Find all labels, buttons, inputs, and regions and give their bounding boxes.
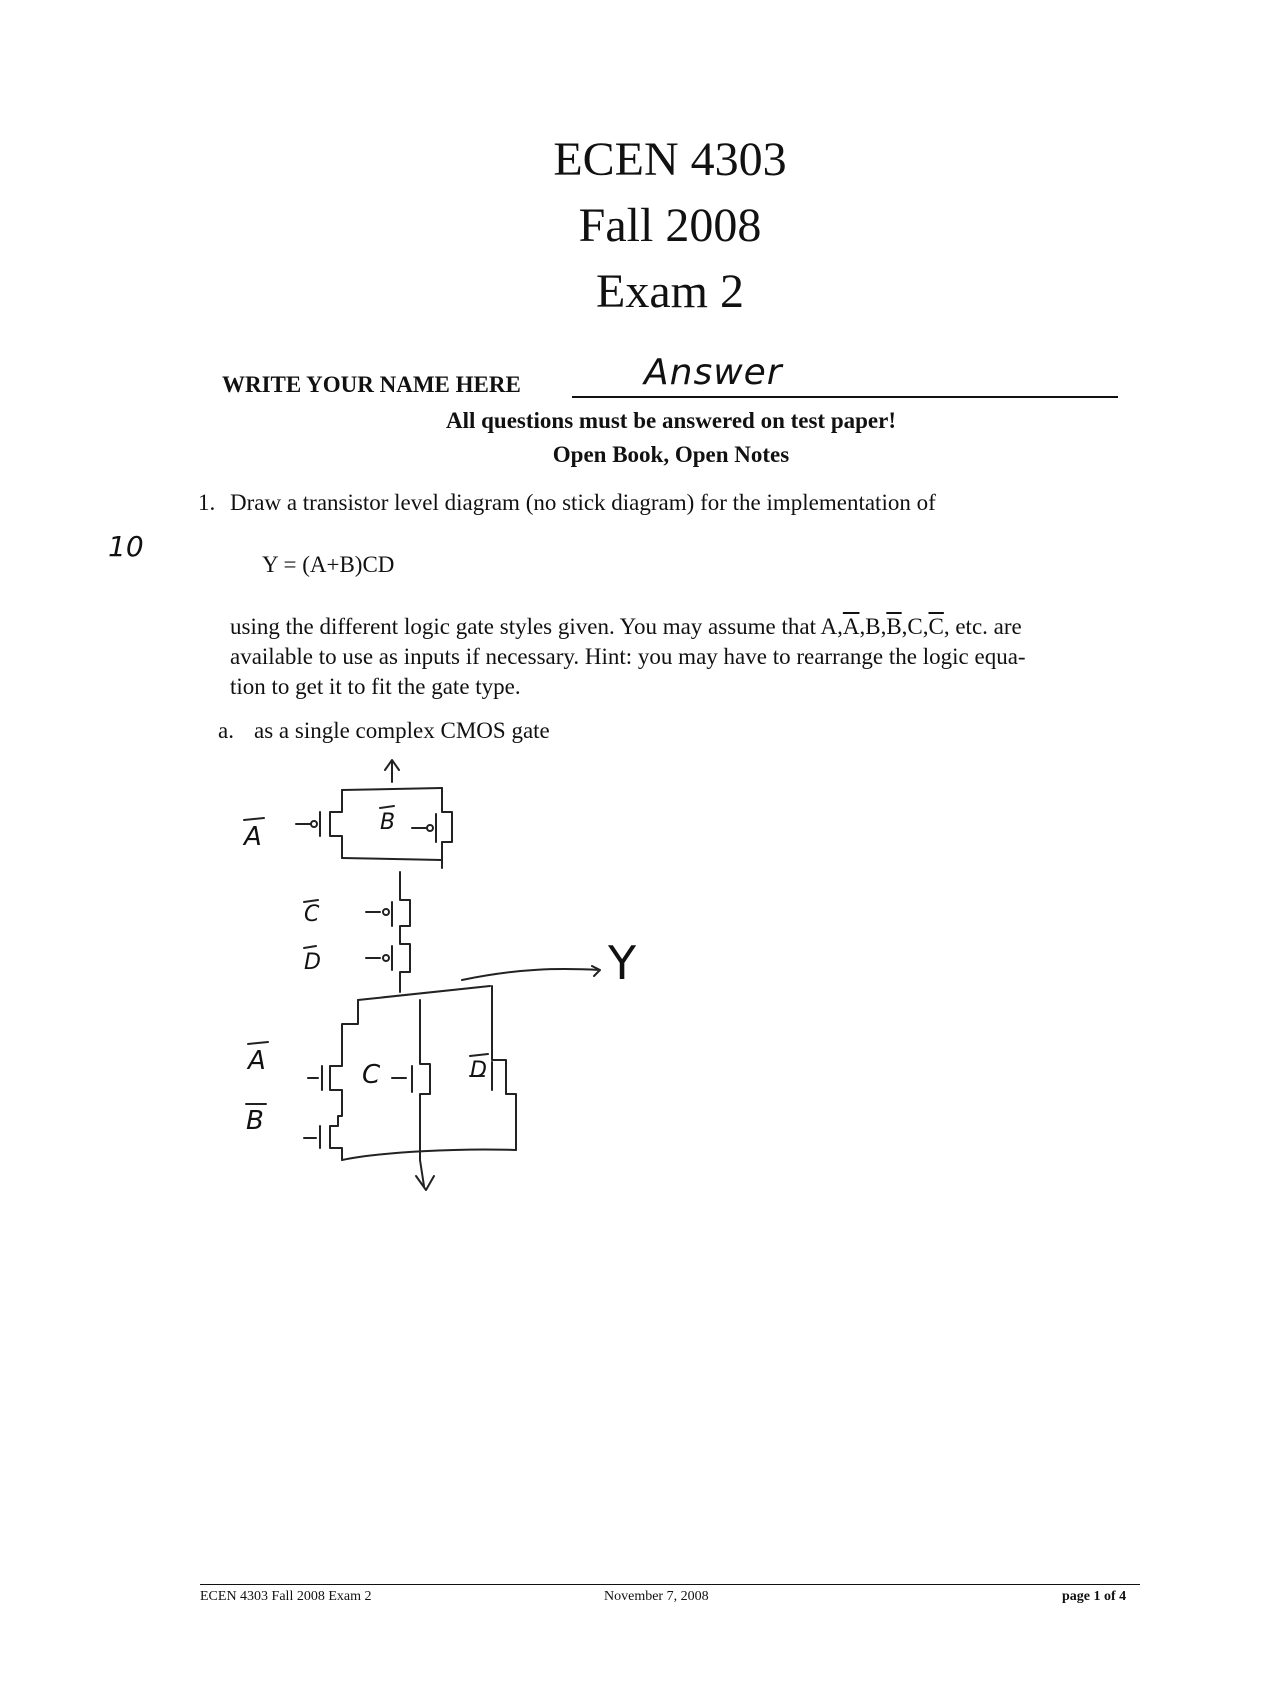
footer-center: November 7, 2008 xyxy=(604,1589,709,1604)
var-a: A xyxy=(820,614,838,639)
var-c-bar: $\overline{C}$ xyxy=(928,614,944,639)
question-prompt: Draw a transistor level diagram (no stick diagram) for the implementation of xyxy=(230,490,936,515)
var-b-bar: $\overline{B}$ xyxy=(886,614,902,639)
footer-rule xyxy=(200,1584,1140,1585)
exam-title: Exam 2 xyxy=(596,265,744,318)
instruction-line-1: All questions must be answered on test paper! xyxy=(445,408,897,433)
pulldown-label-d: D xyxy=(470,1058,487,1083)
pullup-label-c: C xyxy=(304,902,320,927)
name-answer[interactable]: Answer xyxy=(644,352,783,393)
var-a-bar: $\overline{A}$ xyxy=(842,614,860,639)
question-body-line-1: using the different logic gate styles given. You may assume that $A,\overline{A},B,\overline{B},C,\overline{C}$, etc. are xyxy=(230,614,1022,639)
ground-symbol xyxy=(416,1160,434,1190)
pullup-label-b: B xyxy=(380,810,396,835)
output-label-y: Y xyxy=(608,936,637,990)
instruction-line-2: Open Book, Open Notes xyxy=(552,442,790,467)
course-title: ECEN 4303 xyxy=(553,133,787,186)
name-label: WRITE YOUR NAME HERE xyxy=(222,372,521,397)
pulldown-label-a: A xyxy=(248,1046,266,1076)
var-b: B xyxy=(865,614,881,639)
pulldown-label-c: C xyxy=(362,1060,381,1090)
vdd-arrow xyxy=(385,760,399,782)
margin-score: 10 xyxy=(108,530,144,563)
part-a-text: as a single complex CMOS gate xyxy=(254,718,550,743)
pullup-label-d: D xyxy=(304,950,321,975)
part-a-label: a. xyxy=(218,718,234,743)
question-body-line-3: tion to get it to fit the gate type. xyxy=(230,674,521,699)
question-number: 1. xyxy=(198,490,216,515)
term-title: Fall 2008 xyxy=(578,199,762,252)
question-body-line-2: available to use as inputs if necessary. Hint: you may have to rearrange the logic equa- xyxy=(230,644,1026,669)
pulldown-label-b: B xyxy=(246,1106,264,1136)
pullup-label-a: A xyxy=(244,822,262,852)
footer-left: ECEN 4303 Fall 2008 Exam 2 xyxy=(200,1589,372,1604)
logic-equation: Y = (A+B)CD xyxy=(262,552,395,577)
var-c: C xyxy=(907,614,923,639)
footer-page-number: page 1 of 4 xyxy=(1062,1589,1127,1604)
